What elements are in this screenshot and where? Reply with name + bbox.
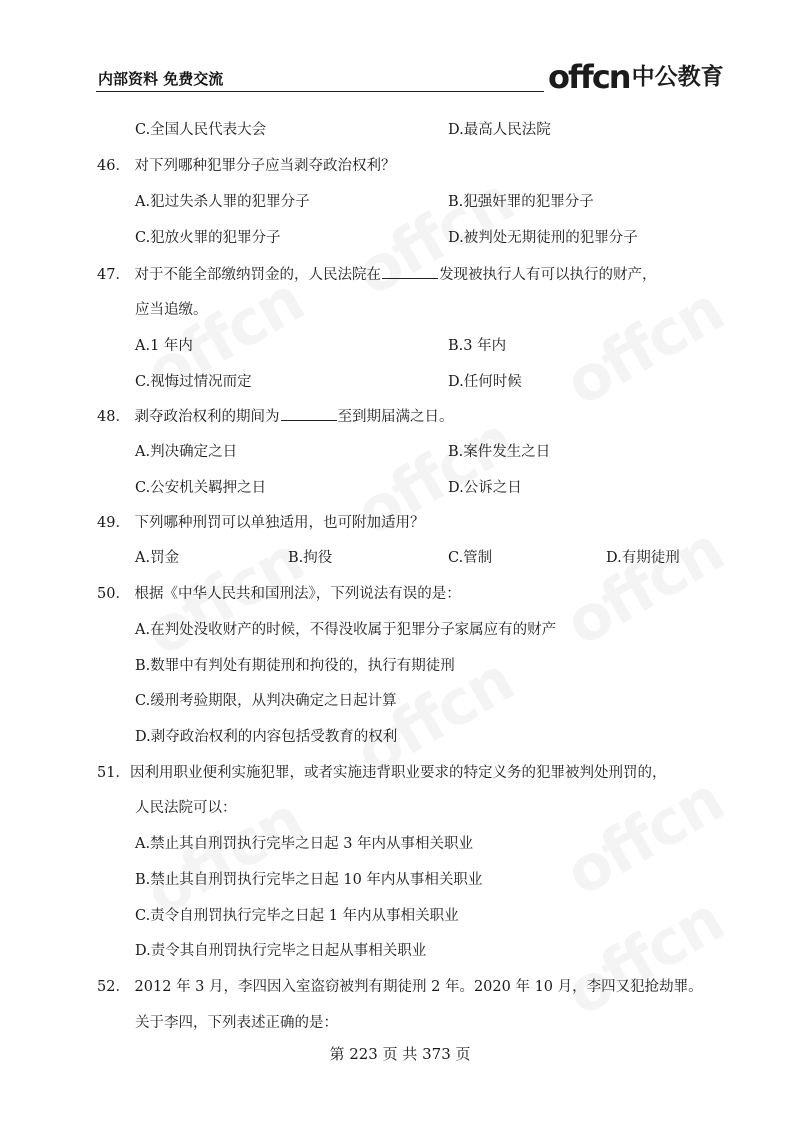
logo-wordmark: offcn <box>548 58 630 96</box>
offcn-logo <box>548 60 724 94</box>
option-c: C.公安机关羁押之日 <box>135 480 267 496</box>
option-d: D.最高人民法院 <box>448 122 551 138</box>
option-b: B.犯强奸罪的犯罪分子 <box>448 194 594 210</box>
question-text: 发现被执行人有可以执行的财产， <box>439 267 657 283</box>
option-b: B.数罪中有判处有期徒刑和拘役的，执行有期徒刑 <box>135 658 455 674</box>
watermark <box>553 763 735 910</box>
option-a: A.判决确定之日 <box>135 444 238 460</box>
logo-chinese: 中公教育 <box>631 64 724 90</box>
question-continuation: 关于李四，下列表述正确的是： <box>135 1015 338 1031</box>
question-52: 52． 2012 年 3 月，李四因入室盗窃被判有期徒刑 2 年。2020 年 10 月，李四又犯抢劫罪。 <box>97 979 703 995</box>
watermark <box>553 883 735 1030</box>
question-47 <box>97 264 657 285</box>
header-divider <box>96 91 544 92</box>
option-a: A.禁止其自刑罚执行完毕之日起 3 年内从事相关职业 <box>135 836 474 852</box>
question-text: 47． 对于不能全部缴纳罚金的，人民法院在 <box>97 267 382 283</box>
option-d: D.剥夺政治权利的内容包括受教育的权利 <box>135 729 398 745</box>
option-d: D.责令其自刑罚执行完毕之日起从事相关职业 <box>135 943 427 959</box>
option-d: D.有期徒刑 <box>606 550 680 566</box>
option-d: D.公诉之日 <box>448 480 522 496</box>
question-49: 49． 下列哪种刑罚可以单独适用，也可附加适用？ <box>97 515 425 531</box>
option-a: A.罚金 <box>135 550 180 566</box>
page-number: 第 223 页 共 373 页 <box>329 1045 471 1063</box>
question-46: 46． 对下列哪种犯罪分子应当剥夺政治权利？ <box>97 158 396 174</box>
option-c: C.责令自刑罚执行完毕之日起 1 年内从事相关职业 <box>135 908 459 924</box>
question-continuation: 应当追缴。 <box>135 302 208 318</box>
option-c: C.全国人民代表大会 <box>135 122 267 138</box>
option-c: C.管制 <box>448 550 493 566</box>
header-label: 内部资料 免费交流 <box>98 70 224 88</box>
question-51: 51．因利用职业便利实施犯罪，或者实施违背职业要求的特定义务的犯罪被判处刑罚的， <box>97 765 667 781</box>
option-b: B.拘役 <box>288 550 333 566</box>
option-a: A.在判处没收财产的时候，不得没收属于犯罪分子家属应有的财产 <box>135 622 557 638</box>
option-c: C.犯放火罪的犯罪分子 <box>135 230 281 246</box>
answer-blank <box>281 406 337 421</box>
answer-blank <box>382 264 438 279</box>
question-continuation: 人民法院可以： <box>135 800 237 816</box>
option-c: C.视悔过情况而定 <box>135 374 252 390</box>
option-d: D.被判处无期徒刑的犯罪分子 <box>448 230 638 246</box>
option-d: D.任何时候 <box>448 374 522 390</box>
option-a: A.1 年内 <box>135 338 193 354</box>
option-c: C.缓刑考验期限，从判决确定之日起计算 <box>135 693 397 709</box>
option-a: A.犯过失杀人罪的犯罪分子 <box>135 194 310 210</box>
question-text: 至到期届满之日。 <box>337 409 454 425</box>
option-b: B.禁止其自刑罚执行完毕之日起 10 年内从事相关职业 <box>135 872 483 888</box>
question-text: 48． 剥夺政治权利的期间为 <box>97 409 280 425</box>
option-b: B.3 年内 <box>448 338 507 354</box>
watermark <box>553 513 735 660</box>
option-b: B.案件发生之日 <box>448 444 551 460</box>
watermark <box>553 273 735 420</box>
question-48 <box>97 406 454 427</box>
question-50: 50． 根据《中华人民共和国刑法》，下列说法有误的是： <box>97 586 461 602</box>
